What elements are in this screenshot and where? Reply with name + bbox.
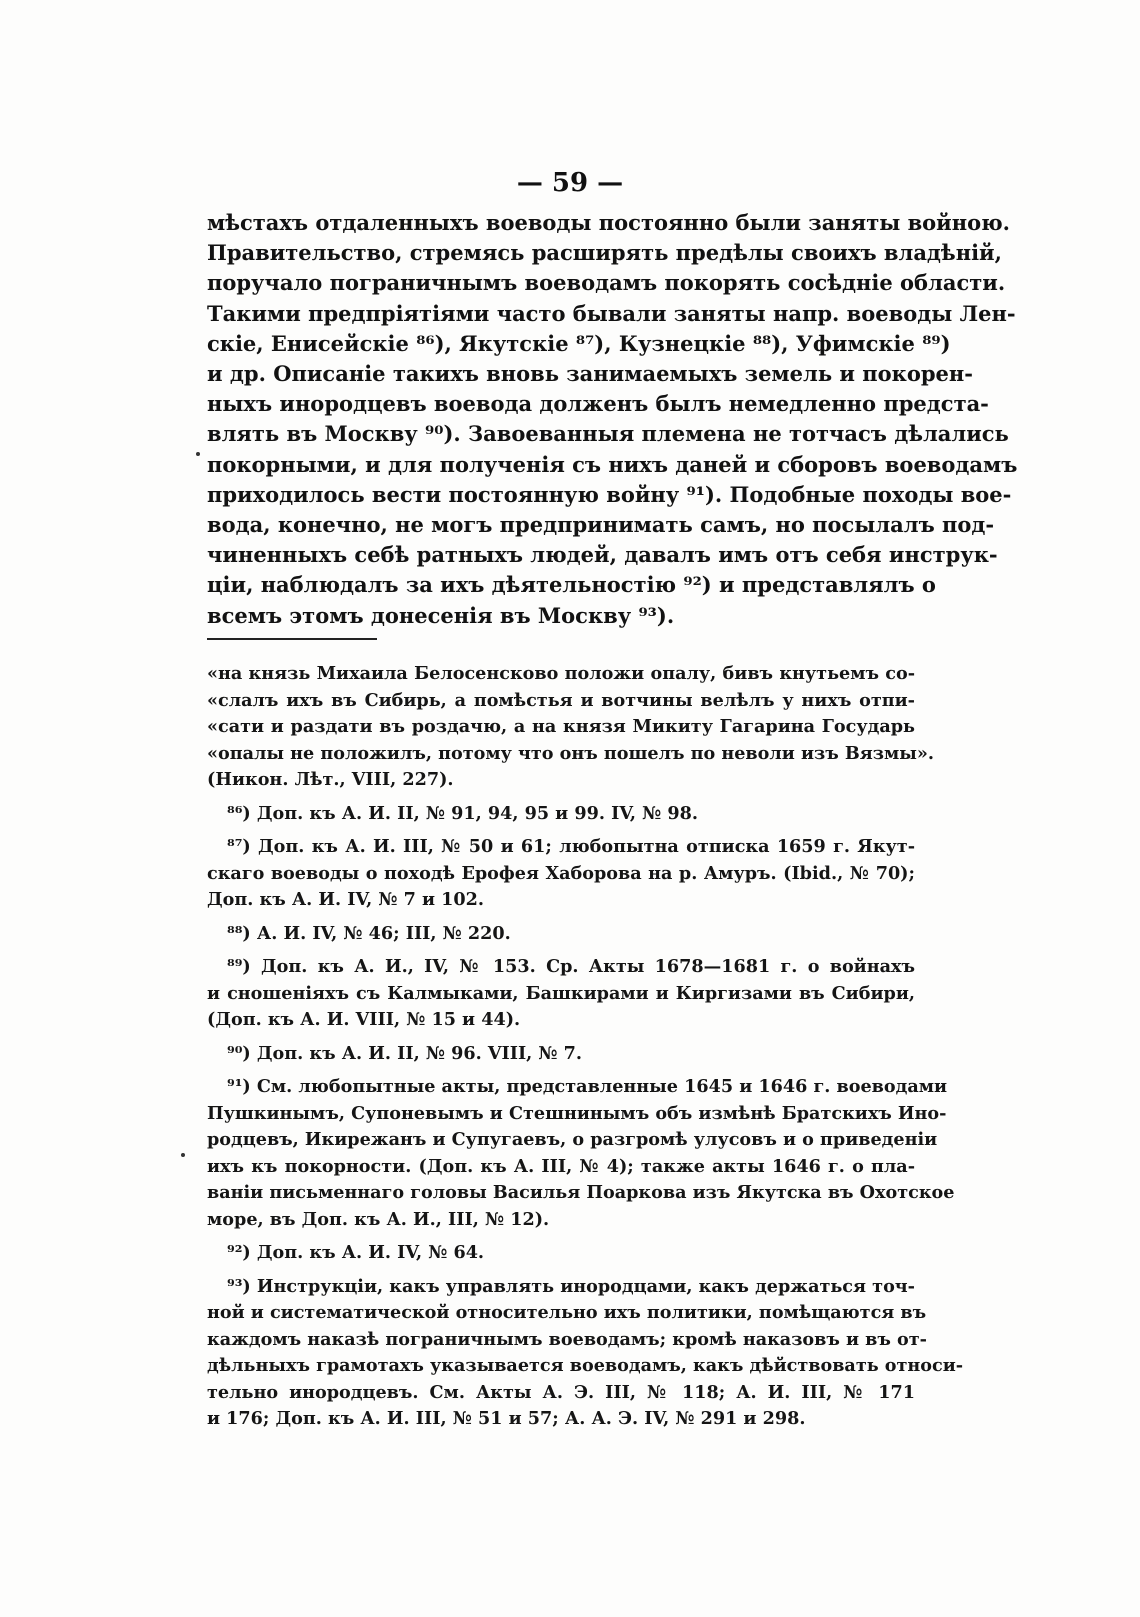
footnote-line: (Доп. къ А. И. VIII, № 15 и 44). xyxy=(207,1009,521,1030)
body-line: всемъ этомъ донесенія въ Москву ⁹³). xyxy=(207,602,675,628)
footnote-88 xyxy=(207,921,915,948)
footnotes xyxy=(207,661,964,1440)
footnote-line: и сношеніяхъ съ Калмыками, Башкирами и Киргизами въ Сибири, xyxy=(207,982,915,1004)
footnote-89 xyxy=(207,954,915,1034)
footnote-continuation xyxy=(207,661,935,794)
footnote-line: и 176; Доп. къ А. И. III, № 51 и 57; А. А. Э. IV, № 291 и 298. xyxy=(207,1408,806,1429)
footnote-line: «сати и раздати въ роздачю, а на князя Микиту Гагарина Государь xyxy=(207,716,915,737)
footnote-line: ⁹²) Доп. къ А. И. IV, № 64. xyxy=(227,1242,485,1263)
body-line: скіе, Енисейскіе ⁸⁶), Якутскіе ⁸⁷), Кузнецкіе ⁸⁸), Уфимскіе ⁸⁹) xyxy=(207,330,951,356)
footnote-93 xyxy=(207,1274,964,1433)
footnote-line: «на князь Михаила Белосенсково положи опалу, бивъ кнутьемъ со- xyxy=(207,663,915,684)
body-line: чиненныхъ себѣ ратныхъ людей, давалъ имъ отъ себя инструк- xyxy=(207,542,998,568)
body-line: Такими предпріятіями часто бывали заняты напр. воеводы Лен- xyxy=(207,300,1016,326)
body-line: поручало пограничнымъ воеводамъ покорять сосѣдніе области. xyxy=(207,270,1006,296)
footnote-line: ной и систематической относительно ихъ политики, помѣщаются въ xyxy=(207,1302,927,1323)
footnote-line: «слалъ ихъ въ Сибирь, а помѣстья и вотчины велѣлъ у нихъ отпи- xyxy=(207,689,915,711)
footnote-line: ⁸⁶) Доп. къ А. И. II, № 91, 94, 95 и 99. IV, № 98. xyxy=(227,802,699,824)
body-text xyxy=(207,208,1018,631)
footnote-separator xyxy=(207,638,377,640)
footnote-line: родцевъ, Икирежанъ и Супугаевъ, о разгромѣ улусовъ и о приведеніи xyxy=(207,1129,938,1150)
ink-speck xyxy=(196,452,200,456)
footnote-line: Доп. къ А. И. IV, № 7 и 102. xyxy=(207,889,484,910)
footnote-line: ⁸⁷) Доп. къ А. И. III, № 50 и 61; любопытна отписка 1659 г. Якут- xyxy=(227,836,915,857)
footnote-line: ⁹³) Инструкціи, какъ управлять инородцами, какъ держаться точ- xyxy=(227,1275,915,1297)
footnote-line: ⁸⁸) А. И. IV, № 46; III, № 220. xyxy=(227,922,511,944)
footnote-line: ⁸⁹) Доп. къ А. И., IV, № 153. Ср. Акты 1678—1681 г. о войнахъ xyxy=(227,956,915,977)
footnote-87 xyxy=(207,834,915,914)
footnote-91 xyxy=(207,1074,955,1233)
footnote-line: море, въ Доп. къ А. И., III, № 12). xyxy=(207,1208,550,1230)
body-line: покорными, и для полученія съ нихъ даней и сборовъ воеводамъ xyxy=(207,451,1018,477)
body-line: Правительство, стремясь расширять предѣлы своихъ владѣній, xyxy=(207,240,1002,266)
footnote-line: (Никон. Лѣт., VIII, 227). xyxy=(207,769,454,790)
footnote-90 xyxy=(207,1041,915,1068)
body-line: приходилось вести постоянную войну ⁹¹). Подобные походы вое- xyxy=(207,481,1012,507)
footnote-line: скаго воеводы о походѣ Ерофея Хаборова на р. Амуръ. (Ibid., № 70); xyxy=(207,862,915,884)
footnote-line: Пушкинымъ, Супоневымъ и Стешнинымъ объ измѣнѣ Братскихъ Ино- xyxy=(207,1102,947,1124)
body-line: мѣстахъ отдаленныхъ воеводы постоянно были заняты войною. xyxy=(207,210,1010,235)
body-line: вода, конечно, не могъ предпринимать самъ, но посылалъ под- xyxy=(207,512,995,538)
footnote-92 xyxy=(207,1240,915,1267)
ink-speck xyxy=(181,1153,185,1157)
footnote-line: ихъ къ покорности. (Доп. къ А. III, № 4); также акты 1646 г. о пла- xyxy=(207,1155,915,1177)
page-number: — 59 — xyxy=(516,168,624,198)
footnote-line: тельно инородцевъ. См. Акты А. Э. III, № 118; А. И. III, № 171 xyxy=(207,1381,915,1403)
footnote-line: каждомъ наказѣ пограничнымъ воеводамъ; кромѣ наказовъ и въ от- xyxy=(207,1328,927,1350)
footnote-line: ваніи письменнаго головы Василья Поаркова изъ Якутска въ Охотское xyxy=(207,1182,955,1203)
footnote-86 xyxy=(207,801,915,828)
footnote-line: ⁹⁰) Доп. къ А. И. II, № 96. VIII, № 7. xyxy=(227,1042,583,1064)
body-line: ціи, наблюдалъ за ихъ дѣятельностію ⁹²) и представлялъ о xyxy=(207,572,936,598)
body-line: ныхъ инородцевъ воевода долженъ былъ немедленно предста- xyxy=(207,391,989,417)
body-line: влять въ Москву ⁹⁰). Завоеванныя племена не тотчасъ дѣлались xyxy=(207,421,1009,447)
footnote-line: «опалы не положилъ, потому что онъ пошелъ по неволи изъ Вязмы». xyxy=(207,742,935,764)
body-line: и др. Описаніе такихъ вновь занимаемыхъ земель и покорен- xyxy=(207,361,973,387)
footnote-line: ⁹¹) См. любопытные акты, представленные 1645 и 1646 г. воеводами xyxy=(227,1076,948,1097)
footnote-line: дѣльныхъ грамотахъ указывается воеводамъ, какъ дѣйствовать относи- xyxy=(207,1355,964,1376)
